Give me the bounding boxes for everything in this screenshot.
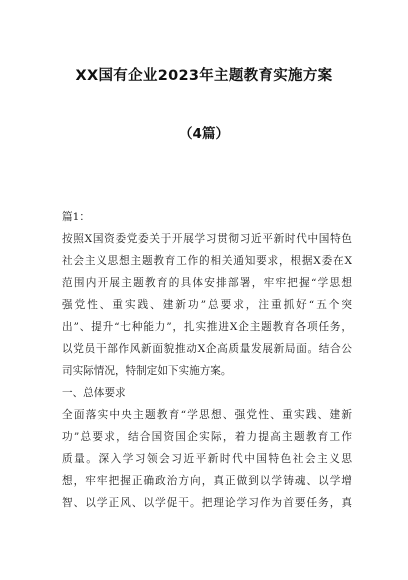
paragraph-line: 司实际情况，特制定如下实施方案。 xyxy=(62,365,232,377)
paragraph-line: 全面落实中央主题教育“学思想、强党性、重实践、建新 xyxy=(62,409,352,421)
section-heading: 一、总体要求 xyxy=(62,387,126,399)
paragraph-line: 范围内开展主题教育的具体安排部署，牢牢把握“学思想 xyxy=(62,277,352,289)
paragraph-line: 社会主义思想主题教育工作的相关通知要求，根据X委在X xyxy=(62,255,352,267)
paragraph-line: 功”总要求，结合国资国企实际，着力提高主题教育工作 xyxy=(62,431,352,443)
paragraph-line: 强党性、重实践、建新功”总要求，注重抓好“五个突 xyxy=(62,299,352,311)
document-subtitle: （4篇） xyxy=(179,126,229,142)
paragraph-line: 按照X国资委党委关于开展学习贯彻习近平新时代中国特色 xyxy=(62,233,352,245)
paragraph-line: 质量。深入学习领会习近平新时代中国特色社会主义思 xyxy=(62,453,352,465)
document-body xyxy=(62,206,352,514)
section-label: 篇1： xyxy=(62,211,90,223)
document-title: XX国有企业2023年主题教育实施方案 xyxy=(75,68,333,84)
paragraph-line: 以党员干部作风新面貌推动X企高质量发展新局面。结合公 xyxy=(62,343,352,355)
paragraph-line: 出”、提升“七种能力”，扎实推进X企主题教育各项任务， xyxy=(62,321,352,333)
paragraph-line: 想，牢牢把握正确政治方向，真正做到以学铸魂、以学增 xyxy=(62,475,352,487)
paragraph-line: 智、以学正风、以学促干。把理论学习作为首要任务，真 xyxy=(62,497,352,509)
